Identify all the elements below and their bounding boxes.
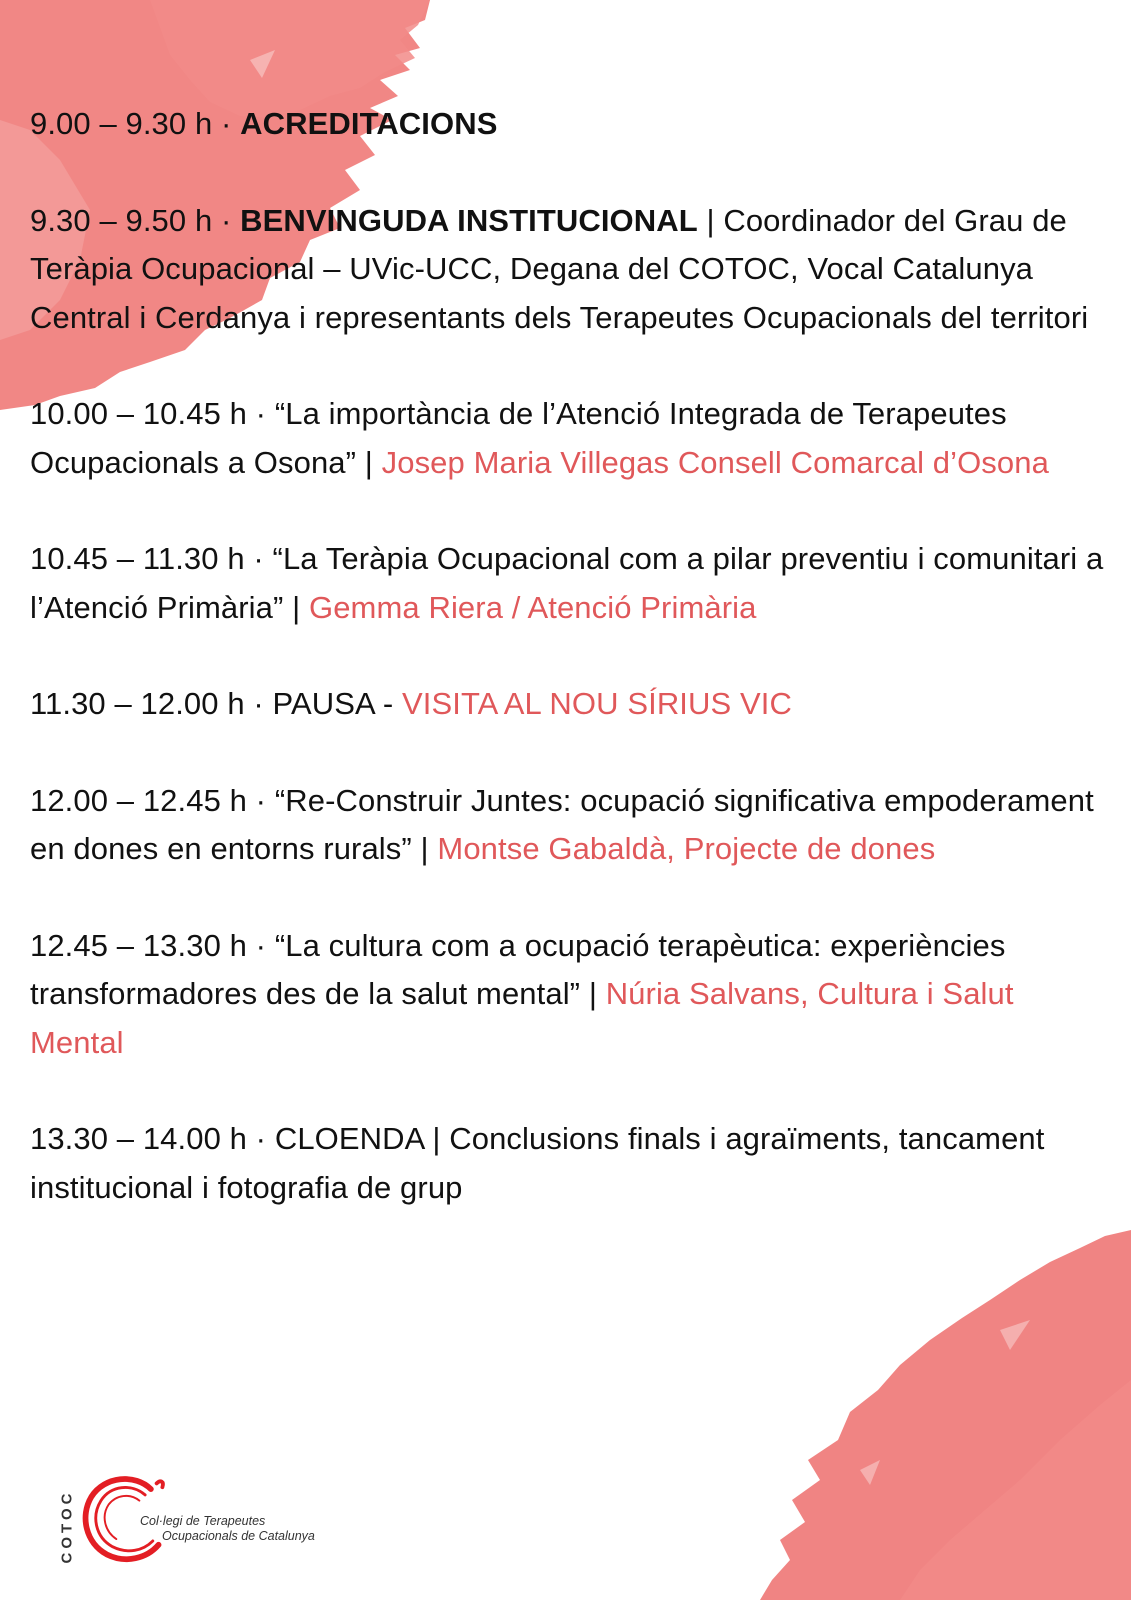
schedule-item-talk-culture bbox=[30, 922, 1115, 1068]
cotoc-logo bbox=[50, 1468, 350, 1578]
speaker: Gemma Riera / Atenció Primària bbox=[309, 589, 757, 625]
logo-acronym: COTOC bbox=[58, 1489, 76, 1564]
schedule-item-break bbox=[30, 680, 1115, 729]
time-range: 9.30 – 9.50 h · bbox=[30, 202, 241, 238]
talk-title: “Re-Construir Juntes: ocupació significativa empoderament en dones en entorns rurals” | bbox=[30, 782, 1094, 866]
schedule-item-talk-integrated-care bbox=[30, 390, 1115, 487]
talk-title: PAUSA - bbox=[272, 686, 402, 721]
program-schedule bbox=[30, 100, 1115, 1212]
talk-title: CLOENDA | Conclusions finals i agraïments, tancament institucional i fotografia de grup bbox=[30, 1121, 1045, 1205]
schedule-item-talk-primary-care bbox=[30, 535, 1115, 632]
schedule-item-accreditations bbox=[30, 100, 1115, 149]
session-title: BENVINGUDA INSTITUCIONAL bbox=[240, 202, 698, 238]
speaker: Josep Maria Villegas Consell Comarcal d’Osona bbox=[381, 444, 1049, 480]
talk-title: “La cultura com a ocupació terapèutica: experiències transformadores des de la salut mental” | bbox=[30, 927, 1006, 1011]
time-range: 10.00 – 10.45 h · bbox=[30, 396, 275, 431]
schedule-item-talk-rural-women bbox=[30, 777, 1115, 874]
logo-line-1: Col·legi de Terapeutes bbox=[140, 1514, 266, 1528]
speaker: Montse Gabaldà, Projecte de dones bbox=[437, 831, 936, 866]
speaker: Núria Salvans, Cultura i Salut Mental bbox=[30, 976, 1014, 1060]
session-detail: | Coordinador del Grau de Teràpia Ocupacional – UVic-UCC, Degana del COTOC, Vocal Catalunya Central i Cerdanya i representants dels Terapeutes Ocupacionals del territori bbox=[30, 202, 1089, 335]
logo-wordmark bbox=[140, 1514, 315, 1544]
talk-title: “La importància de l’Atenció Integrada de Terapeutes Ocupacionals a Osona” | bbox=[30, 396, 1007, 480]
time-range: 9.00 – 9.30 h · bbox=[30, 106, 241, 141]
schedule-item-closing bbox=[30, 1115, 1115, 1212]
time-range: 11.30 – 12.00 h · bbox=[30, 686, 273, 721]
logo-line-2: Ocupacionals de Catalunya bbox=[162, 1529, 315, 1543]
session-title: ACREDITACIONS bbox=[240, 106, 498, 141]
time-range: 10.45 – 11.30 h · bbox=[30, 541, 273, 576]
talk-title: “La Teràpia Ocupacional com a pilar preventiu i comunitari a l’Atenció Primària” | bbox=[30, 541, 1104, 625]
speaker: VISITA AL NOU SÍRIUS VIC bbox=[401, 686, 792, 721]
schedule-item-welcome bbox=[30, 197, 1115, 343]
time-range: 12.45 – 13.30 h · bbox=[30, 927, 275, 963]
time-range: 12.00 – 12.45 h · bbox=[30, 782, 275, 818]
time-range: 13.30 – 14.00 h · bbox=[30, 1121, 275, 1156]
